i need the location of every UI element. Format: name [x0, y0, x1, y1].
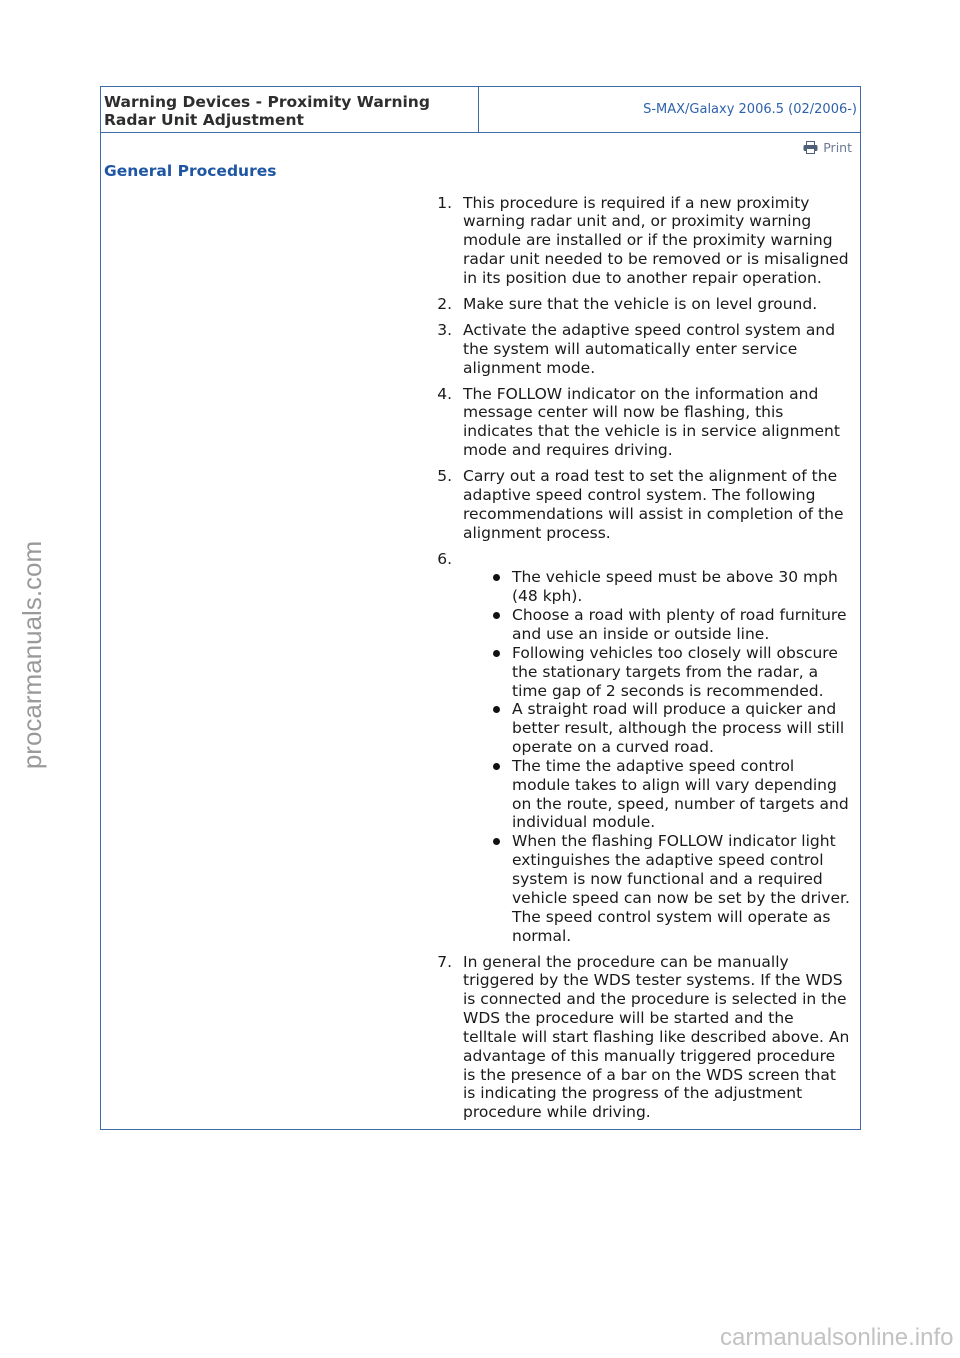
text-line: and use an inside or outside line. [512, 625, 770, 644]
text-line: in its position due to another repair operation. [463, 268, 822, 287]
procedure-title [101, 87, 479, 132]
text-line: warning radar unit and, or proximity warning [463, 212, 812, 231]
procedure-step [425, 550, 860, 946]
bullet-text [512, 757, 860, 832]
bullet-marker [463, 568, 512, 587]
bullet-item [463, 757, 860, 832]
bullet-marker [463, 757, 512, 776]
bullet-text [512, 606, 860, 644]
text-line: better result, although the process will still [512, 719, 845, 738]
step-text [463, 295, 860, 314]
print-button[interactable] [803, 140, 852, 155]
text-line: the system will automatically enter service [463, 339, 798, 358]
bullet-item [463, 700, 860, 757]
bullet-text [512, 644, 860, 701]
text-line: is indicating the progress of the adjustment [463, 1084, 803, 1103]
procedure-step [425, 295, 860, 314]
text-line: Activate the adaptive speed control system and [463, 320, 836, 339]
print-row [101, 140, 860, 155]
procedure-step [425, 321, 860, 378]
text-line: A straight road will produce a quicker and [512, 700, 837, 719]
text-line: advantage of this manually triggered procedure [463, 1046, 836, 1065]
bullet-item [463, 644, 860, 701]
text-line: (48 kph). [512, 587, 583, 606]
text-line: Following vehicles too closely will obscure [512, 643, 838, 662]
text-line: operate on a curved road. [512, 738, 714, 757]
step-number: 1. [437, 193, 452, 212]
bullet-marker [463, 700, 512, 719]
step-text [463, 321, 860, 378]
vehicle-model-label: S-MAX/Galaxy 2006.5 (02/2006-) [643, 102, 857, 117]
step-number: 7. [437, 952, 452, 971]
step-text [463, 385, 860, 460]
text-line: the stationary targets from the radar, a [512, 662, 819, 681]
step-number: 6. [437, 549, 452, 568]
text-line: adaptive speed control system. The following [463, 485, 816, 504]
procedure-title-line: Radar Unit Adjustment [104, 111, 304, 130]
text-line: individual module. [512, 813, 656, 832]
step-number: 3. [437, 320, 452, 339]
text-line: When the flashing FOLLOW indicator light [512, 832, 836, 851]
text-line: The time the adaptive speed control [512, 756, 795, 775]
bullet-item [463, 568, 860, 606]
bullet-icon [493, 612, 500, 619]
text-line: alignment mode. [463, 358, 596, 377]
bullet-icon [493, 650, 500, 657]
text-line: system is now functional and a required [512, 869, 823, 888]
bullet-text [512, 568, 860, 606]
text-line: indicates that the vehicle is in service alignment [463, 422, 840, 441]
bullet-text [512, 700, 860, 757]
text-line: time gap of 2 seconds is recommended. [512, 681, 824, 700]
text-line: Choose a road with plenty of road furniture [512, 606, 847, 625]
text-line: vehicle speed can now be set by the driver. [512, 888, 850, 907]
procedure-steps [425, 194, 860, 1123]
text-line: is the presence of a bar on the WDS screen that [463, 1065, 836, 1084]
site-watermark-footer: carmanualsonline.info [720, 1324, 954, 1351]
text-line: module takes to align will vary depending [512, 775, 837, 794]
step-spacer [463, 550, 860, 569]
text-line: The FOLLOW indicator on the information and [463, 384, 819, 403]
section-title: General Procedures [104, 162, 277, 180]
procedure-title-line: Warning Devices - Proximity Warning [104, 92, 430, 111]
procedure-step [425, 467, 860, 542]
text-line: In general the procedure can be manually [463, 952, 789, 971]
document-body [101, 140, 860, 1129]
step-text [463, 467, 860, 542]
text-line: Carry out a road test to set the alignment of the [463, 467, 838, 486]
text-line: message center will now be flashing, this [463, 403, 784, 422]
text-line: Make sure that the vehicle is on level ground. [463, 294, 818, 313]
document-frame [100, 86, 861, 1130]
bullet-text [512, 832, 860, 945]
text-line: recommendations will assist in completion of the [463, 504, 844, 523]
text-line: alignment process. [463, 523, 611, 542]
step-text [463, 953, 860, 1123]
procedure-step [425, 953, 860, 1123]
bullet-marker [463, 606, 512, 625]
text-line: radar unit needed to be removed or is misaligned [463, 250, 849, 269]
bullet-icon [493, 706, 500, 713]
step-text [463, 194, 860, 288]
text-line: triggered by the WDS tester systems. If the WDS [463, 971, 843, 990]
text-line: extinguishes the adaptive speed control [512, 851, 824, 870]
text-line: The speed control system will operate as [512, 907, 831, 926]
text-line: This procedure is required if a new proximity [463, 193, 810, 212]
text-line: on the route, speed, number of targets and [512, 794, 849, 813]
step-text [463, 550, 860, 946]
text-line: mode and requires driving. [463, 441, 673, 460]
text-line: telltale will start flashing like described above. An [463, 1027, 850, 1046]
text-line: module are installed or if the proximity warning [463, 231, 833, 250]
document-header [101, 87, 860, 133]
bullet-icon [493, 574, 500, 581]
print-label: Print [823, 140, 852, 155]
text-line: normal. [512, 926, 572, 945]
printer-icon [803, 141, 818, 154]
bullet-marker [463, 644, 512, 663]
procedure-step [425, 385, 860, 460]
bullet-item [463, 606, 860, 644]
text-line: procedure while driving. [463, 1103, 651, 1122]
bullet-item [463, 832, 860, 945]
bullet-icon [493, 763, 500, 770]
text-line: is connected and the procedure is selected in the [463, 990, 847, 1009]
procedure-step [425, 194, 860, 288]
step-number: 4. [437, 384, 452, 403]
site-watermark-side: procarmanuals.com [17, 540, 47, 770]
step-number: 2. [437, 294, 452, 313]
bullet-marker [463, 832, 512, 851]
text-line: The vehicle speed must be above 30 mph [512, 568, 838, 587]
step-number: 5. [437, 467, 452, 486]
bullet-icon [493, 838, 500, 845]
text-line: WDS the procedure will be started and the [463, 1009, 794, 1028]
